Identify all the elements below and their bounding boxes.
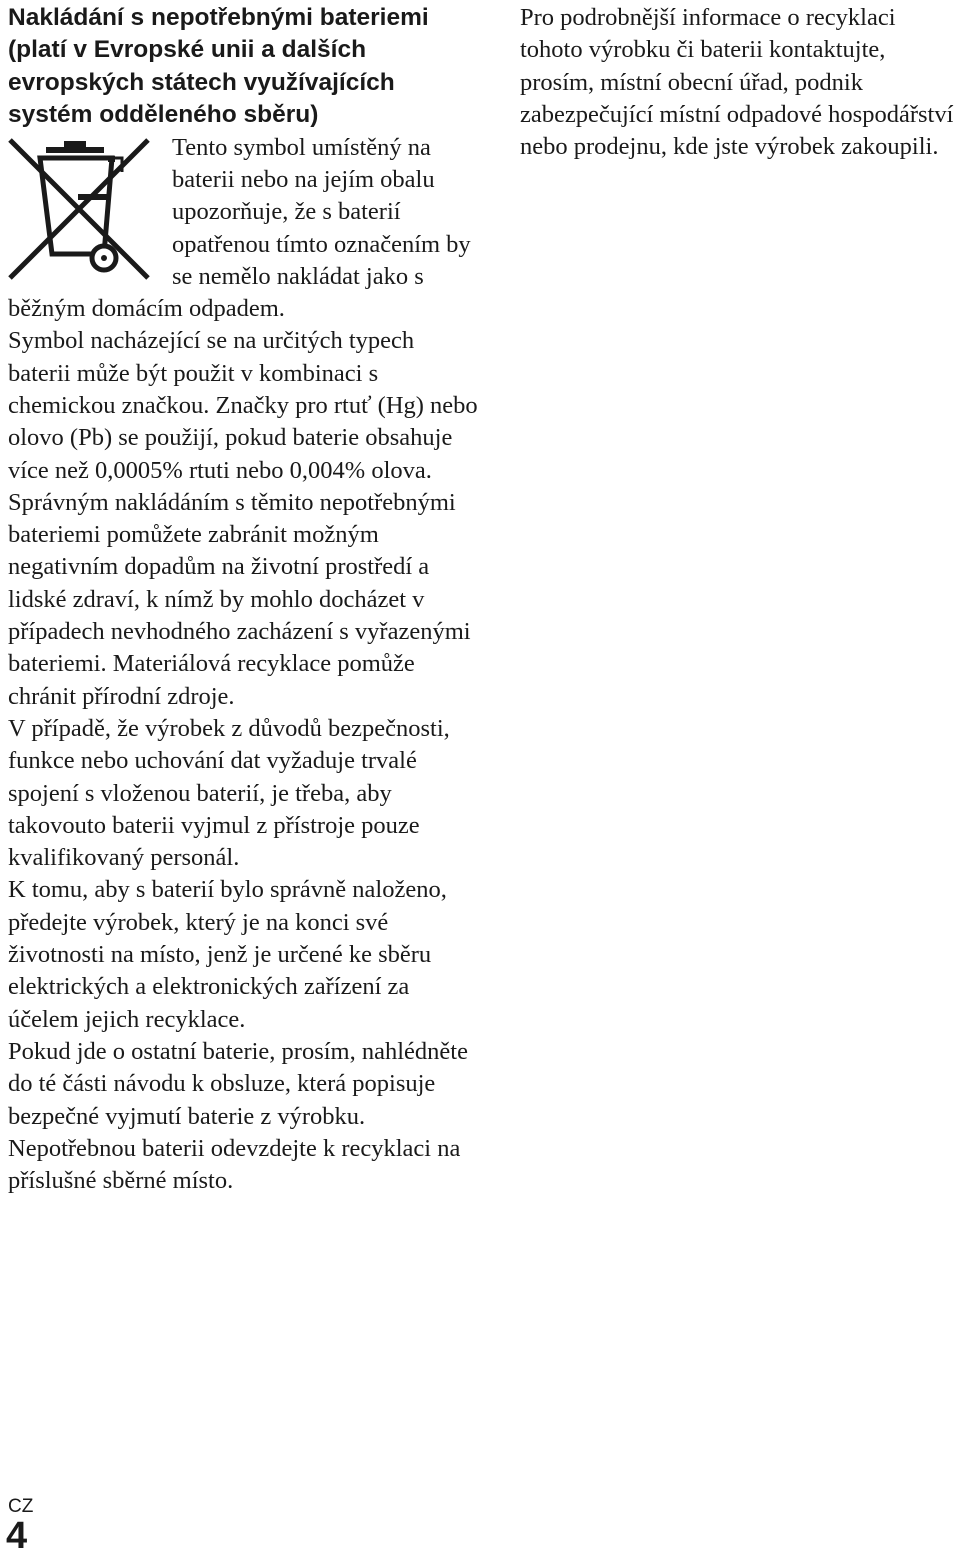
left-column xyxy=(8,2,478,1197)
recycling-info-paragraph: Pro podrobnější informace o recyklaci tohoto výrobku či baterii kontaktujte, prosím, místní obecní úřad, podnik zabezpečující místní odpadové hospodářství nebo prodejnu, kde jste výrobek zakoupili. xyxy=(520,4,954,161)
other-batteries-paragraph: Pokud jde o ostatní baterie, prosím, nahlédněte do té části návodu k obsluze, která popisuje bezpečné vyjmutí baterie z výrobku. Nepotřebnou baterii odevzdejte k recyklaci na příslušné sběrné místo. xyxy=(8,1037,468,1195)
symbol-paragraph-block xyxy=(8,132,478,326)
permanent-battery-paragraph: V případě, že výrobek z důvodů bezpečnosti, funkce nebo uchování dat vyžaduje trvalé spojení s vloženou baterií, je třeba, aby takovouto baterii vyjmul z přístroje pouze kvalifikovaný personál. xyxy=(8,714,450,872)
right-column xyxy=(520,2,960,163)
proper-disposal-paragraph: Správným nakládáním s těmito nepotřebnými bateriemi pomůžete zabránit možným negativním dopadům na životní prostředí a lidské zdraví, k nímž by mohlo docházet v případech nevhodného zacházení s vyřazenými bateriemi. Materiálová recyklace pomůže chránit přírodní zdroje. xyxy=(8,488,471,710)
section-heading: Nakládání s nepotřebnými bateriemi (platí v Evropské unii a dalších evropských státech využívajících systém odděleného sběru) xyxy=(8,4,429,129)
crossed-out-wheeled-bin-icon xyxy=(0,136,160,282)
language-code: CZ xyxy=(8,1496,34,1517)
chemical-mark-paragraph: Symbol nacházející se na určitých typech baterii může být použit v kombinaci s chemickou značkou. Značky pro rtuť (Hg) nebo olovo (Pb) se použijí, pokud baterie obsahuje více než 0,0005% rtuti nebo 0,004% olova. xyxy=(8,327,478,484)
page-number: 4 xyxy=(6,1515,28,1557)
symbol-paragraph: Tento symbol umístěný na baterii nebo na jejím obalu upozorňuje, že s baterií opatřenou tímto označením by se nemělo nakládat jako s běžným domácím odpadem. xyxy=(8,133,471,323)
end-of-life-paragraph: K tomu, aby s baterií bylo správně naloženo, předejte výrobek, který je na konci své životnosti na místo, jenž je určené ke sběru elektrických a elektronických zařízení za účelem jejich recyklace. xyxy=(8,876,447,1033)
